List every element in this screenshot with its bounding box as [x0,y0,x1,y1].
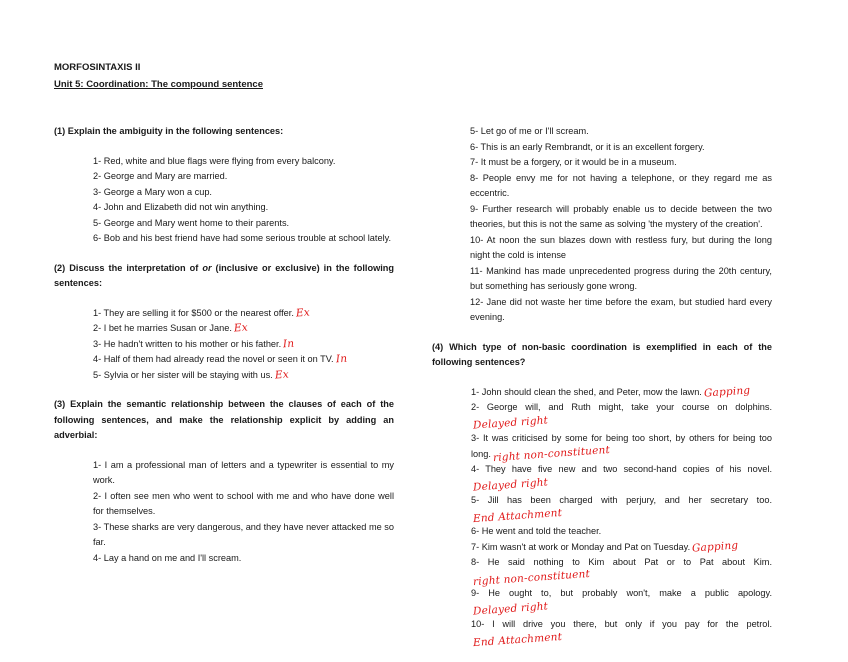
section-4-question: (4) Which type of non-basic coordination is exemplified in each of the following sentences? [432,341,772,367]
handwritten-note: Delayed right [472,475,549,494]
unit-title: Unit 5: Coordination: The compound sentence [54,79,263,90]
item-text: 8- He said nothing to Kim about Pat or to Pat about Kim. [471,557,772,567]
list-item [471,524,772,540]
section-1-question: (1) Explain the ambiguity in the following sentences: [54,126,284,136]
list-item: 3- George a Mary won a cup. [93,186,212,197]
list-item: 8- People envy me for not having a telephone, or they regard me as eccentric. [470,172,772,198]
item-text: 6- He went and told the teacher. [471,526,602,536]
section-2-question-post: (inclusive or exclusive) in the following sentences: [54,262,394,288]
list-item [471,462,772,493]
item-text: 7- Kim wasn't at work or Monday and Pat on Tuesday. [471,541,691,552]
list-item [471,385,772,401]
handwritten-note: End Attachment [472,630,563,649]
handwritten-note: Gapping [703,383,751,400]
list-item: 1- Red, white and blue flags were flying from every balcony. [93,155,336,166]
list-item: 12- Jane did not waste her time before the exam, but studied hard every evening. [470,296,772,322]
handwritten-note: right non-constituent [472,567,591,588]
handwritten-note: right non-constituent [492,443,611,464]
section-3-list-continued [432,124,772,326]
item-text: 9- He ought to, but probably won't, make a public apology. [471,588,772,598]
list-item [93,337,394,353]
list-item [471,431,772,462]
course-title: MORFOSINTAXIS II [54,62,141,73]
section-2-list [54,306,394,384]
section-3-question: (3) Explain the semantic relationship between the clauses of each of the following sentences, and make the relationship explicit by adding an adverbial: [54,399,394,440]
item-text: 3- It was criticised by some for being too short, by others for being too long. [471,433,772,459]
item-text: 5- Sylvia or her sister will be staying with us. [93,369,273,380]
list-item [93,368,394,384]
list-item [471,540,772,556]
handwritten-note: Ex [295,306,311,319]
list-item: 4- John and Elizabeth did not win anything. [93,202,269,212]
list-item: 6- Bob and his best friend have had some serious trouble at school lately. [93,233,392,243]
handwritten-note: Delayed right [472,413,549,432]
list-item: 5- George and Mary went home to their parents. [93,217,290,228]
list-item: 11- Mankind has made unprecedented progress during the 20th century, but something has seriously gone wrong. [470,265,772,291]
list-item: 2- I often see men who went to school with me and who have done well for themselves. [93,490,394,516]
item-text: 3- He hadn't written to his mother or his father. [93,338,282,349]
list-item [471,555,772,586]
list-item: 9- Further research will probably enable us to decide between the two theories, but this is not the same as solving 'the mystery of the creation'. [470,203,772,229]
list-item: 3- These sharks are very dangerous, and they have never attacked me so far. [93,521,394,547]
section-4-list [432,385,772,649]
list-item [471,400,772,431]
section-3-list [54,458,394,567]
item-text: 1- John should clean the shed, and Peter, mow the lawn. [471,386,702,397]
list-item: 7- It must be a forgery, or it would be in a museum. [470,157,677,167]
item-text: 1- They are selling it for $500 or the nearest offer. [93,307,294,318]
list-item: 6- This is an early Rembrandt, or it is an excellent forgery. [470,141,705,152]
handwritten-note: Ex [233,321,249,335]
handwritten-note: Gapping [691,538,739,555]
item-text: 2- George will, and Ruth might, take your course on dolphins. [471,402,772,412]
list-item: 5- Let go of me or I'll scream. [470,126,589,136]
section-2-question [54,261,394,292]
list-item: 10- At noon the sun blazes down with restless fury, but during the long night the cold is intense [470,234,772,260]
list-item [471,586,772,617]
list-item [93,306,394,322]
handwritten-note: In [335,352,348,366]
handwritten-note: Delayed right [472,599,549,618]
section-2-question-pre: (2) Discuss the interpretation of [54,262,203,273]
list-item [93,352,394,368]
left-column [54,124,394,580]
item-text: 2- I bet he marries Susan or Jane. [93,323,232,333]
item-text: 4- Half of them had already read the novel or seen it on TV. [93,354,334,364]
section-2-question-or: or [202,262,212,273]
item-text: 10- I will drive you there, but only if you pay for the petrol. [471,619,772,629]
list-item [471,617,772,648]
list-item [93,321,394,337]
list-item: 1- I am a professional man of letters and a typewriter is essential to my work. [93,459,394,485]
list-item: 4- Lay a hand on me and I'll scream. [93,552,242,563]
item-text: 4- They have five new and two second-hand copies of his novel. [471,464,772,474]
list-item [471,493,772,524]
item-text: 5- Jill has been charged with perjury, and her secretary too. [471,495,772,505]
list-item: 2- George and Mary are married. [93,171,228,181]
handwritten-note: Ex [274,368,290,381]
right-column [432,124,772,662]
section-1-list [54,154,394,247]
handwritten-note: End Attachment [472,506,563,525]
handwritten-note: In [282,337,295,350]
